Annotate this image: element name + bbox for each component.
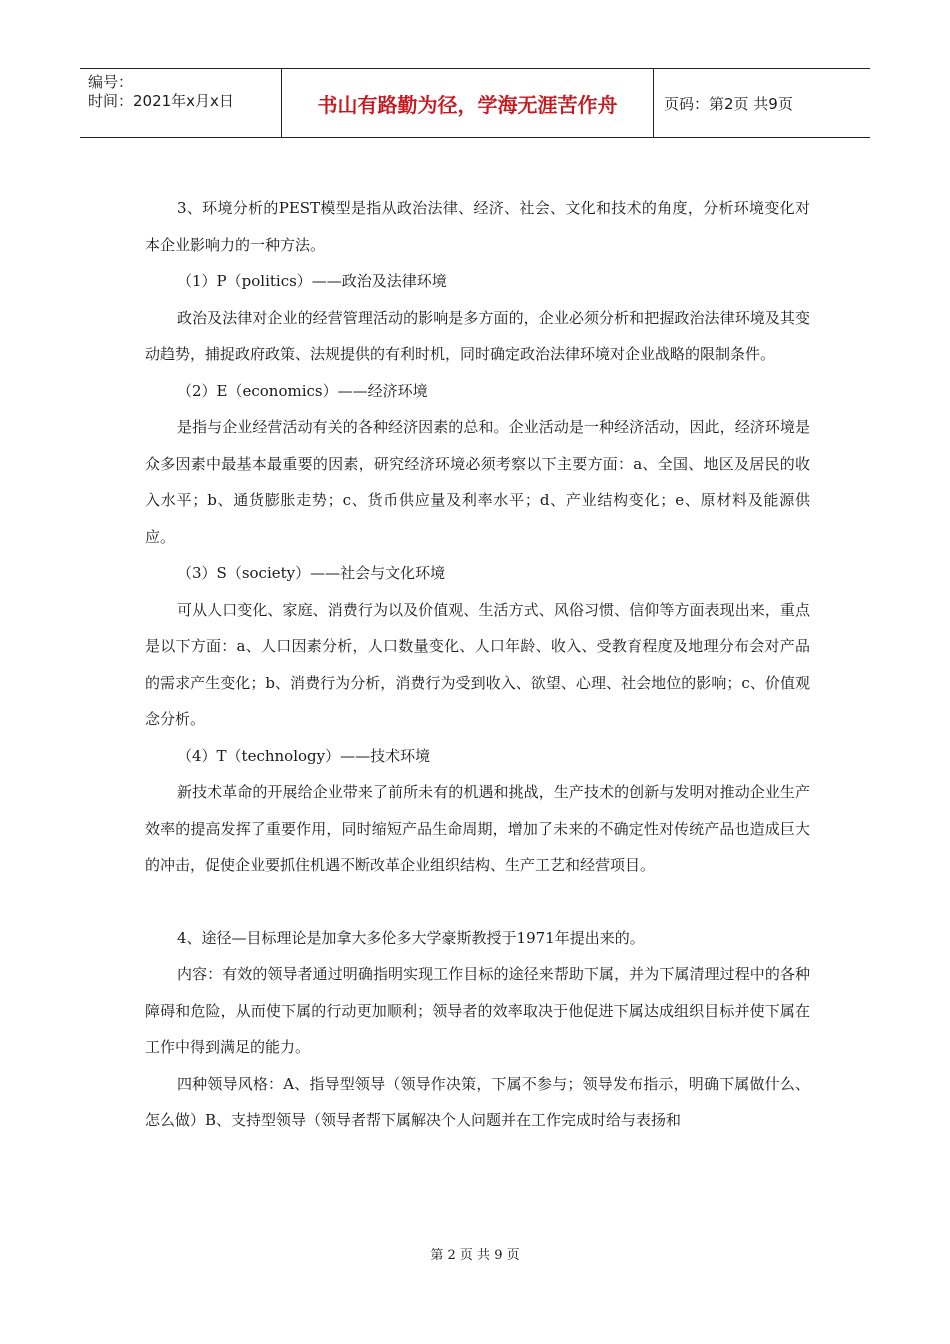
paragraph-society: 可从人口变化、家庭、消费行为以及价值观、生活方式、风俗习惯、信仰等方面表现出来，重点是以下方面：a、人口因素分析，人口数量变化、人口年龄、收入、受教育程度及地理分布会对产品的需求产生变化；b、消费行为分析，消费行为受到收入、欲望、心理、社会地位的影响；c、价值观念分析。 (145, 600, 810, 728)
document-header (80, 68, 870, 138)
paragraph-economics: 是指与企业经营活动有关的各种经济因素的总和。企业活动是一种经济活动，因此，经济环境是众多因素中最基本最重要的因素，研究经济环境必须考察以下主要方面：a、全国、地区及居民的收入水平；b、通货膨胀走势；c、货币供应量及利率水平；d、产业结构变化；e、原材料及能源供应。 (145, 418, 810, 546)
paragraph-path-goal-intro: 4、途径—目标理论是加拿大多伦多大学豪斯教授于1971年提出来的。 (177, 928, 645, 947)
time-label: 时间：2021年x月x日 (88, 92, 234, 110)
paragraph-politics: 政治及法律对企业的经营管理活动的影响是多方面的，企业必须分析和把握政治法律环境及其变动趋势，捕捉政府政策、法规提供的有利时机，同时确定政治法律环境对企业战略的限制条件。 (145, 308, 810, 363)
heading-politics: （1）P（politics）——政治及法律环境 (177, 272, 447, 290)
paragraph-pest-intro: 3、环境分析的PEST模型是指从政治法律、经济、社会、文化和技术的角度，分析环境变化对本企业影响力的一种方法。 (145, 199, 810, 254)
paragraph-leadership-styles: 四种领导风格：A、指导型领导（领导作决策，下属不参与；领导发布指示，明确下属做什么、怎么做）B、支持型领导（领导者帮下属解决个人问题并在工作完成时给与表扬和 (145, 1074, 810, 1129)
heading-economics: （2）E（economics）——经济环境 (177, 381, 428, 400)
header-page-label: 页码：第2页 共9页 (664, 94, 793, 113)
header-left-cell (80, 69, 282, 137)
page-footer: 第 2 页 共 9 页 (430, 1248, 520, 1263)
document-body (145, 190, 810, 1139)
number-label: 编号： (88, 73, 134, 91)
paragraph-path-goal-content: 内容：有效的领导者通过明确指明实现工作目标的途径来帮助下属，并为下属清理过程中的各种障碍和危险，从而使下属的行动更加顺利；领导者的效率取决于他促进下属达成组织目标并使下属在工作中得到满足的能力。 (145, 965, 810, 1056)
paragraph-technology: 新技术革命的开展给企业带来了前所未有的机遇和挑战，生产技术的创新与发明对推动企业生产效率的提高发挥了重要作用，同时缩短产品生命周期，增加了未来的不确定性对传统产品也造成巨大的冲击，促使企业要抓住机遇不断改革企业组织结构、生产工艺和经营项目。 (145, 783, 810, 874)
section-gap (145, 884, 810, 920)
header-motto: 书山有路勤为径，学海无涯苦作舟 (282, 69, 654, 137)
heading-society: （3）S（society）——社会与文化环境 (177, 564, 446, 582)
heading-technology: （4）T（technology）——技术环境 (177, 746, 431, 765)
